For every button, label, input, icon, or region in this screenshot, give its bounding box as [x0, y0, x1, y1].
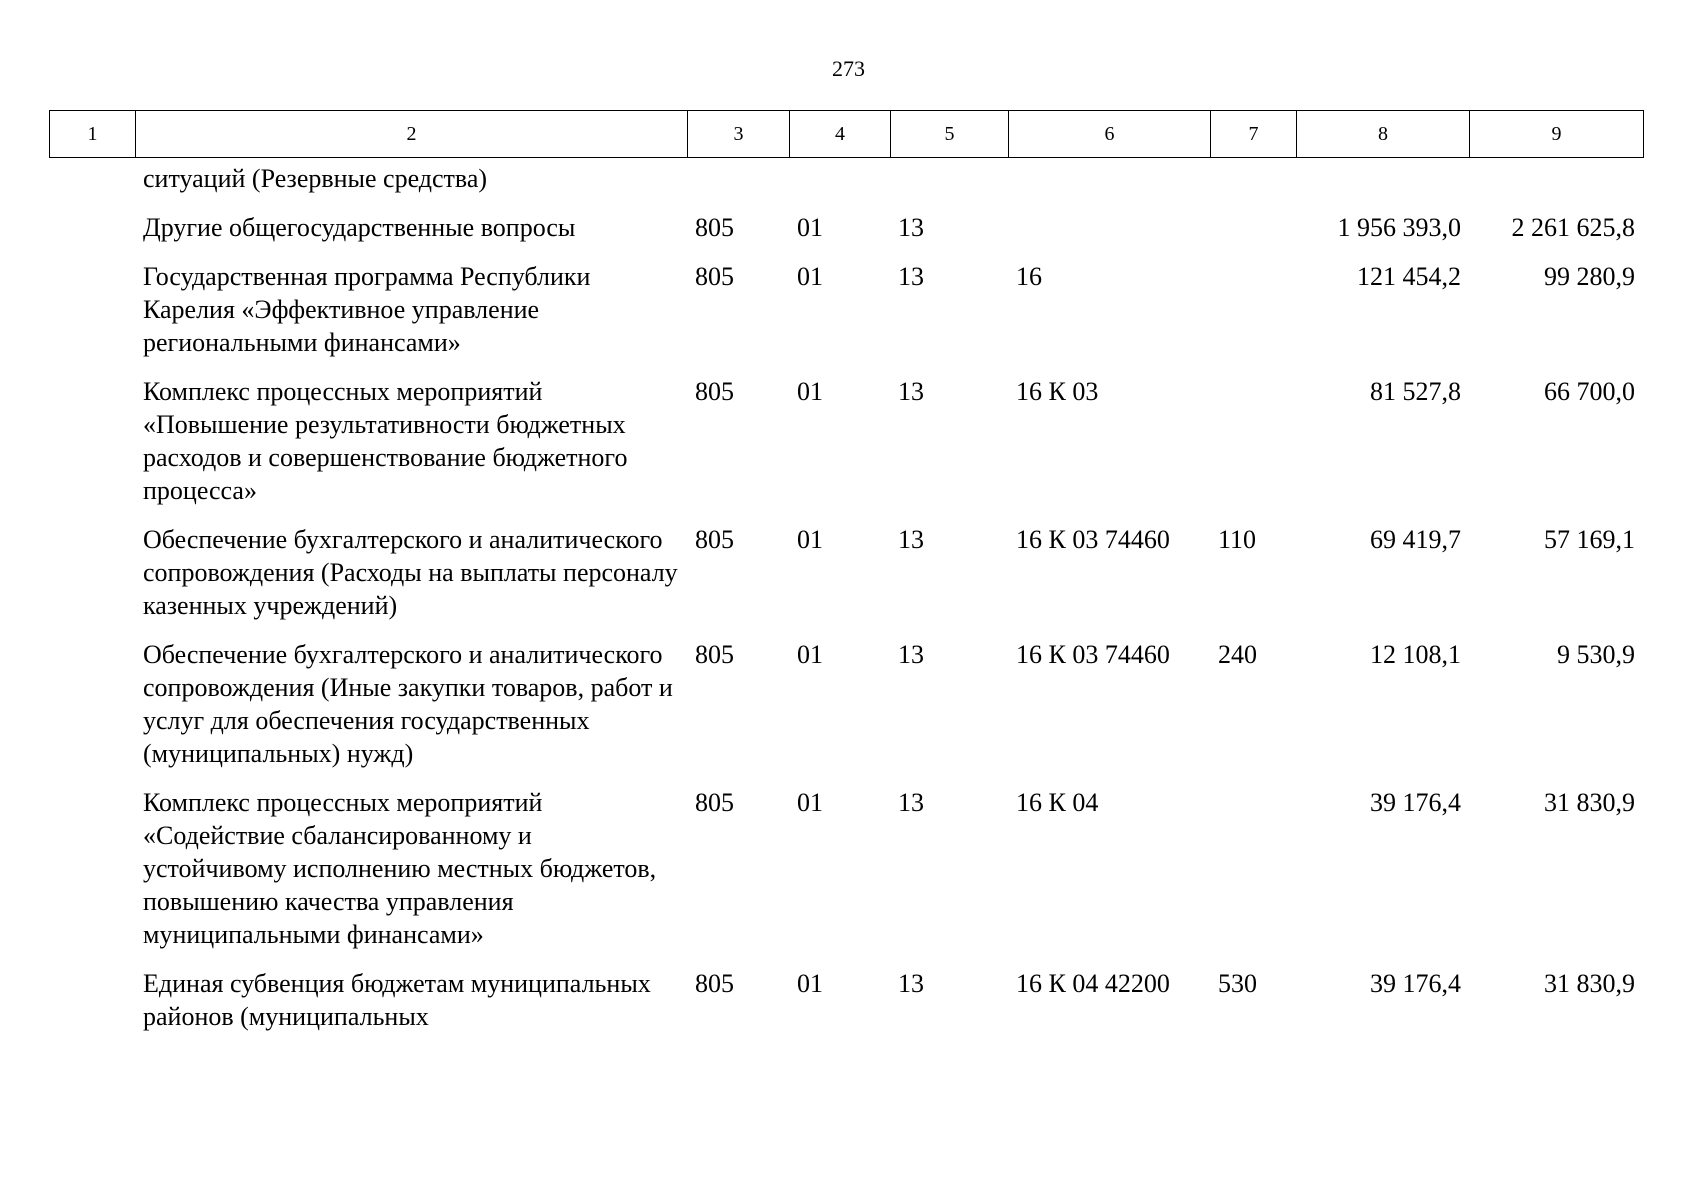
- header-col-2: 2: [136, 111, 688, 158]
- row-amount-9: [1469, 158, 1643, 205]
- row-code-3: 805: [695, 377, 734, 406]
- row-code-4: 01: [797, 213, 823, 242]
- table-row: [49, 961, 1643, 1043]
- row-spacer: [49, 961, 135, 1043]
- row-code-7: [1210, 369, 1296, 517]
- row-spacer: [49, 254, 135, 369]
- row-code-5: 13: [898, 788, 924, 817]
- row-code-3: 805: [695, 640, 734, 669]
- row-code-5: 13: [898, 525, 924, 554]
- row-amount-9: 57 169,1: [1544, 525, 1635, 554]
- row-code-3: 805: [695, 213, 734, 242]
- row-name: Единая субвенция бюджетам муниципальных районов (муниципальных: [143, 969, 651, 1031]
- row-name: Обеспечение бухгалтерского и аналитического сопровождения (Иные закупки товаров, работ и услуг для обеспечения государственных (муниципальных) нужд): [143, 640, 673, 768]
- row-code-5: 13: [898, 213, 924, 242]
- row-amount-9: 66 700,0: [1544, 377, 1635, 406]
- row-amount-9: 31 830,9: [1544, 788, 1635, 817]
- row-code-3: 805: [695, 525, 734, 554]
- row-code-7: [1210, 158, 1296, 205]
- row-code-6: [1008, 205, 1210, 254]
- page-number: 273: [832, 56, 865, 81]
- row-code-3: [687, 158, 789, 205]
- row-code-4: 01: [797, 969, 823, 998]
- header-col-7: 7: [1211, 111, 1297, 158]
- row-code-6: 16 К 03 74460: [1016, 640, 1170, 669]
- row-code-7: 240: [1218, 640, 1257, 669]
- header-col-8: 8: [1297, 111, 1470, 158]
- row-code-3: 805: [695, 262, 734, 291]
- row-code-6: 16 К 04: [1016, 788, 1099, 817]
- row-amount-8: 12 108,1: [1370, 640, 1461, 669]
- row-code-4: [789, 158, 890, 205]
- table-row: [49, 517, 1643, 632]
- row-code-6: 16 К 03 74460: [1016, 525, 1170, 554]
- header-col-5: 5: [891, 111, 1009, 158]
- table-row: [49, 780, 1643, 961]
- row-code-4: 01: [797, 262, 823, 291]
- row-amount-9: 2 261 625,8: [1511, 213, 1635, 242]
- row-amount-9: 31 830,9: [1544, 969, 1635, 998]
- row-amount-8: 81 527,8: [1370, 377, 1461, 406]
- table-row: [49, 158, 1643, 205]
- row-code-3: 805: [695, 969, 734, 998]
- row-code-7: 110: [1218, 525, 1257, 554]
- row-amount-8: 121 454,2: [1357, 262, 1461, 291]
- table-row: [49, 205, 1643, 254]
- column-number-header: [49, 110, 1644, 158]
- row-name: ситуаций (Резервные средства): [143, 164, 488, 193]
- row-amount-8: 39 176,4: [1370, 788, 1461, 817]
- row-name: Комплекс процессных мероприятий «Повышение результативности бюджетных расходов и совершенствование бюджетного процесса»: [143, 377, 628, 505]
- row-code-7: [1210, 205, 1296, 254]
- row-amount-8: 39 176,4: [1370, 969, 1461, 998]
- row-code-7: [1210, 254, 1296, 369]
- table-row: [49, 632, 1643, 780]
- row-spacer: [49, 780, 135, 961]
- row-code-3: 805: [695, 788, 734, 817]
- header-col-6: 6: [1009, 111, 1211, 158]
- row-name: Другие общегосударственные вопросы: [143, 213, 576, 242]
- row-amount-9: 9 530,9: [1557, 640, 1635, 669]
- header-col-9: 9: [1470, 111, 1644, 158]
- row-code-5: 13: [898, 969, 924, 998]
- table-row: [49, 254, 1643, 369]
- row-code-5: 13: [898, 640, 924, 669]
- header-col-3: 3: [688, 111, 790, 158]
- row-spacer: [49, 158, 135, 205]
- row-name: Обеспечение бухгалтерского и аналитического сопровождения (Расходы на выплаты персоналу казенных учреждений): [143, 525, 678, 620]
- row-code-4: 01: [797, 525, 823, 554]
- row-spacer: [49, 205, 135, 254]
- table-row: [49, 369, 1643, 517]
- row-code-6: 16 К 03: [1016, 377, 1099, 406]
- row-name: Государственная программа Республики Карелия «Эффективное управление региональными финансами»: [143, 262, 591, 357]
- row-code-5: [890, 158, 1008, 205]
- header-col-1: 1: [50, 111, 136, 158]
- row-code-4: 01: [797, 788, 823, 817]
- header-col-4: 4: [790, 111, 891, 158]
- row-name: Комплекс процессных мероприятий «Содействие сбалансированному и устойчивому исполнению местных бюджетов, повышению качества управления муниципальными финансами»: [143, 788, 657, 949]
- row-code-4: 01: [797, 640, 823, 669]
- row-spacer: [49, 517, 135, 632]
- row-spacer: [49, 369, 135, 517]
- row-amount-8: [1296, 158, 1469, 205]
- row-amount-8: 1 956 393,0: [1337, 213, 1461, 242]
- row-code-5: 13: [898, 377, 924, 406]
- row-code-6: 16 К 04 42200: [1016, 969, 1170, 998]
- budget-table: [49, 158, 1643, 1043]
- row-code-6: 16: [1016, 262, 1042, 291]
- row-code-6: [1008, 158, 1210, 205]
- row-code-4: 01: [797, 377, 823, 406]
- row-code-5: 13: [898, 262, 924, 291]
- row-code-7: 530: [1218, 969, 1257, 998]
- row-code-7: [1210, 780, 1296, 961]
- row-spacer: [49, 632, 135, 780]
- row-amount-8: 69 419,7: [1370, 525, 1461, 554]
- row-amount-9: 99 280,9: [1544, 262, 1635, 291]
